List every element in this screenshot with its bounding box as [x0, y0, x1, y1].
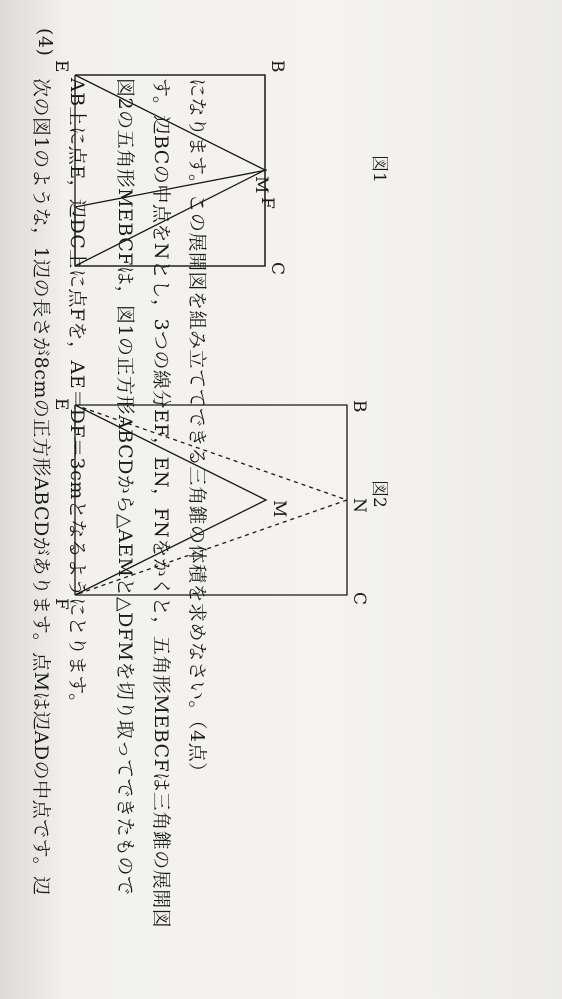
figure-2 [51, 398, 369, 610]
fig2-label-b: B [349, 400, 369, 413]
fig2-label-e: E [51, 398, 71, 411]
fig1-line-mf [75, 170, 265, 266]
question-number: (4) [34, 28, 56, 57]
fig1-label-e: E [51, 60, 71, 73]
fig1-label-b: B [267, 60, 287, 73]
fig1-pentagon-outline [75, 75, 267, 266]
fig2-pentagon-outline [75, 405, 347, 595]
problem-line-4: す。辺BCの中点をNとし，3つの線分EF，EN，FNをかくと，五角形MEBCFは三角錐の展開図 [150, 78, 172, 929]
fig1-cut-lines [75, 75, 265, 266]
fig2-dashed-fn [75, 500, 347, 595]
fig2-label-c: C [349, 592, 369, 606]
fig2-label-f: F [51, 598, 71, 610]
fig2-label-m: M [269, 500, 289, 518]
figure-1 [51, 60, 287, 275]
fig1-line-em [75, 75, 265, 170]
fig2-label-n: N [349, 498, 369, 513]
problem-line-1: 次の図1のような，1辺の長さが8cmの正方形ABCDがあります。点Mは辺ADの中点です。辺 [30, 78, 52, 896]
fig1-label-c: C [267, 262, 287, 276]
fig1-label-f: F [257, 197, 277, 209]
problem-line-2: AB上に点E，辺DC上に点Fを，AE＝DF＝3cmとなるようにとります。 [66, 78, 88, 713]
problem-line-5: になります。この展開図を組み立ててできる三角錐の体積を求めなさい。（4点） [186, 78, 208, 782]
fig2-caption: 図2 [369, 480, 389, 508]
fig1-caption: 図1 [369, 155, 389, 183]
fig1-label-m: M [251, 176, 271, 194]
fig2-dashed-en [75, 405, 347, 500]
problem-line-3: 図2の五角形MEBCFは，図1の正方形ABCDから△AEMと△DFMを切り取ってできたもので [114, 78, 136, 896]
